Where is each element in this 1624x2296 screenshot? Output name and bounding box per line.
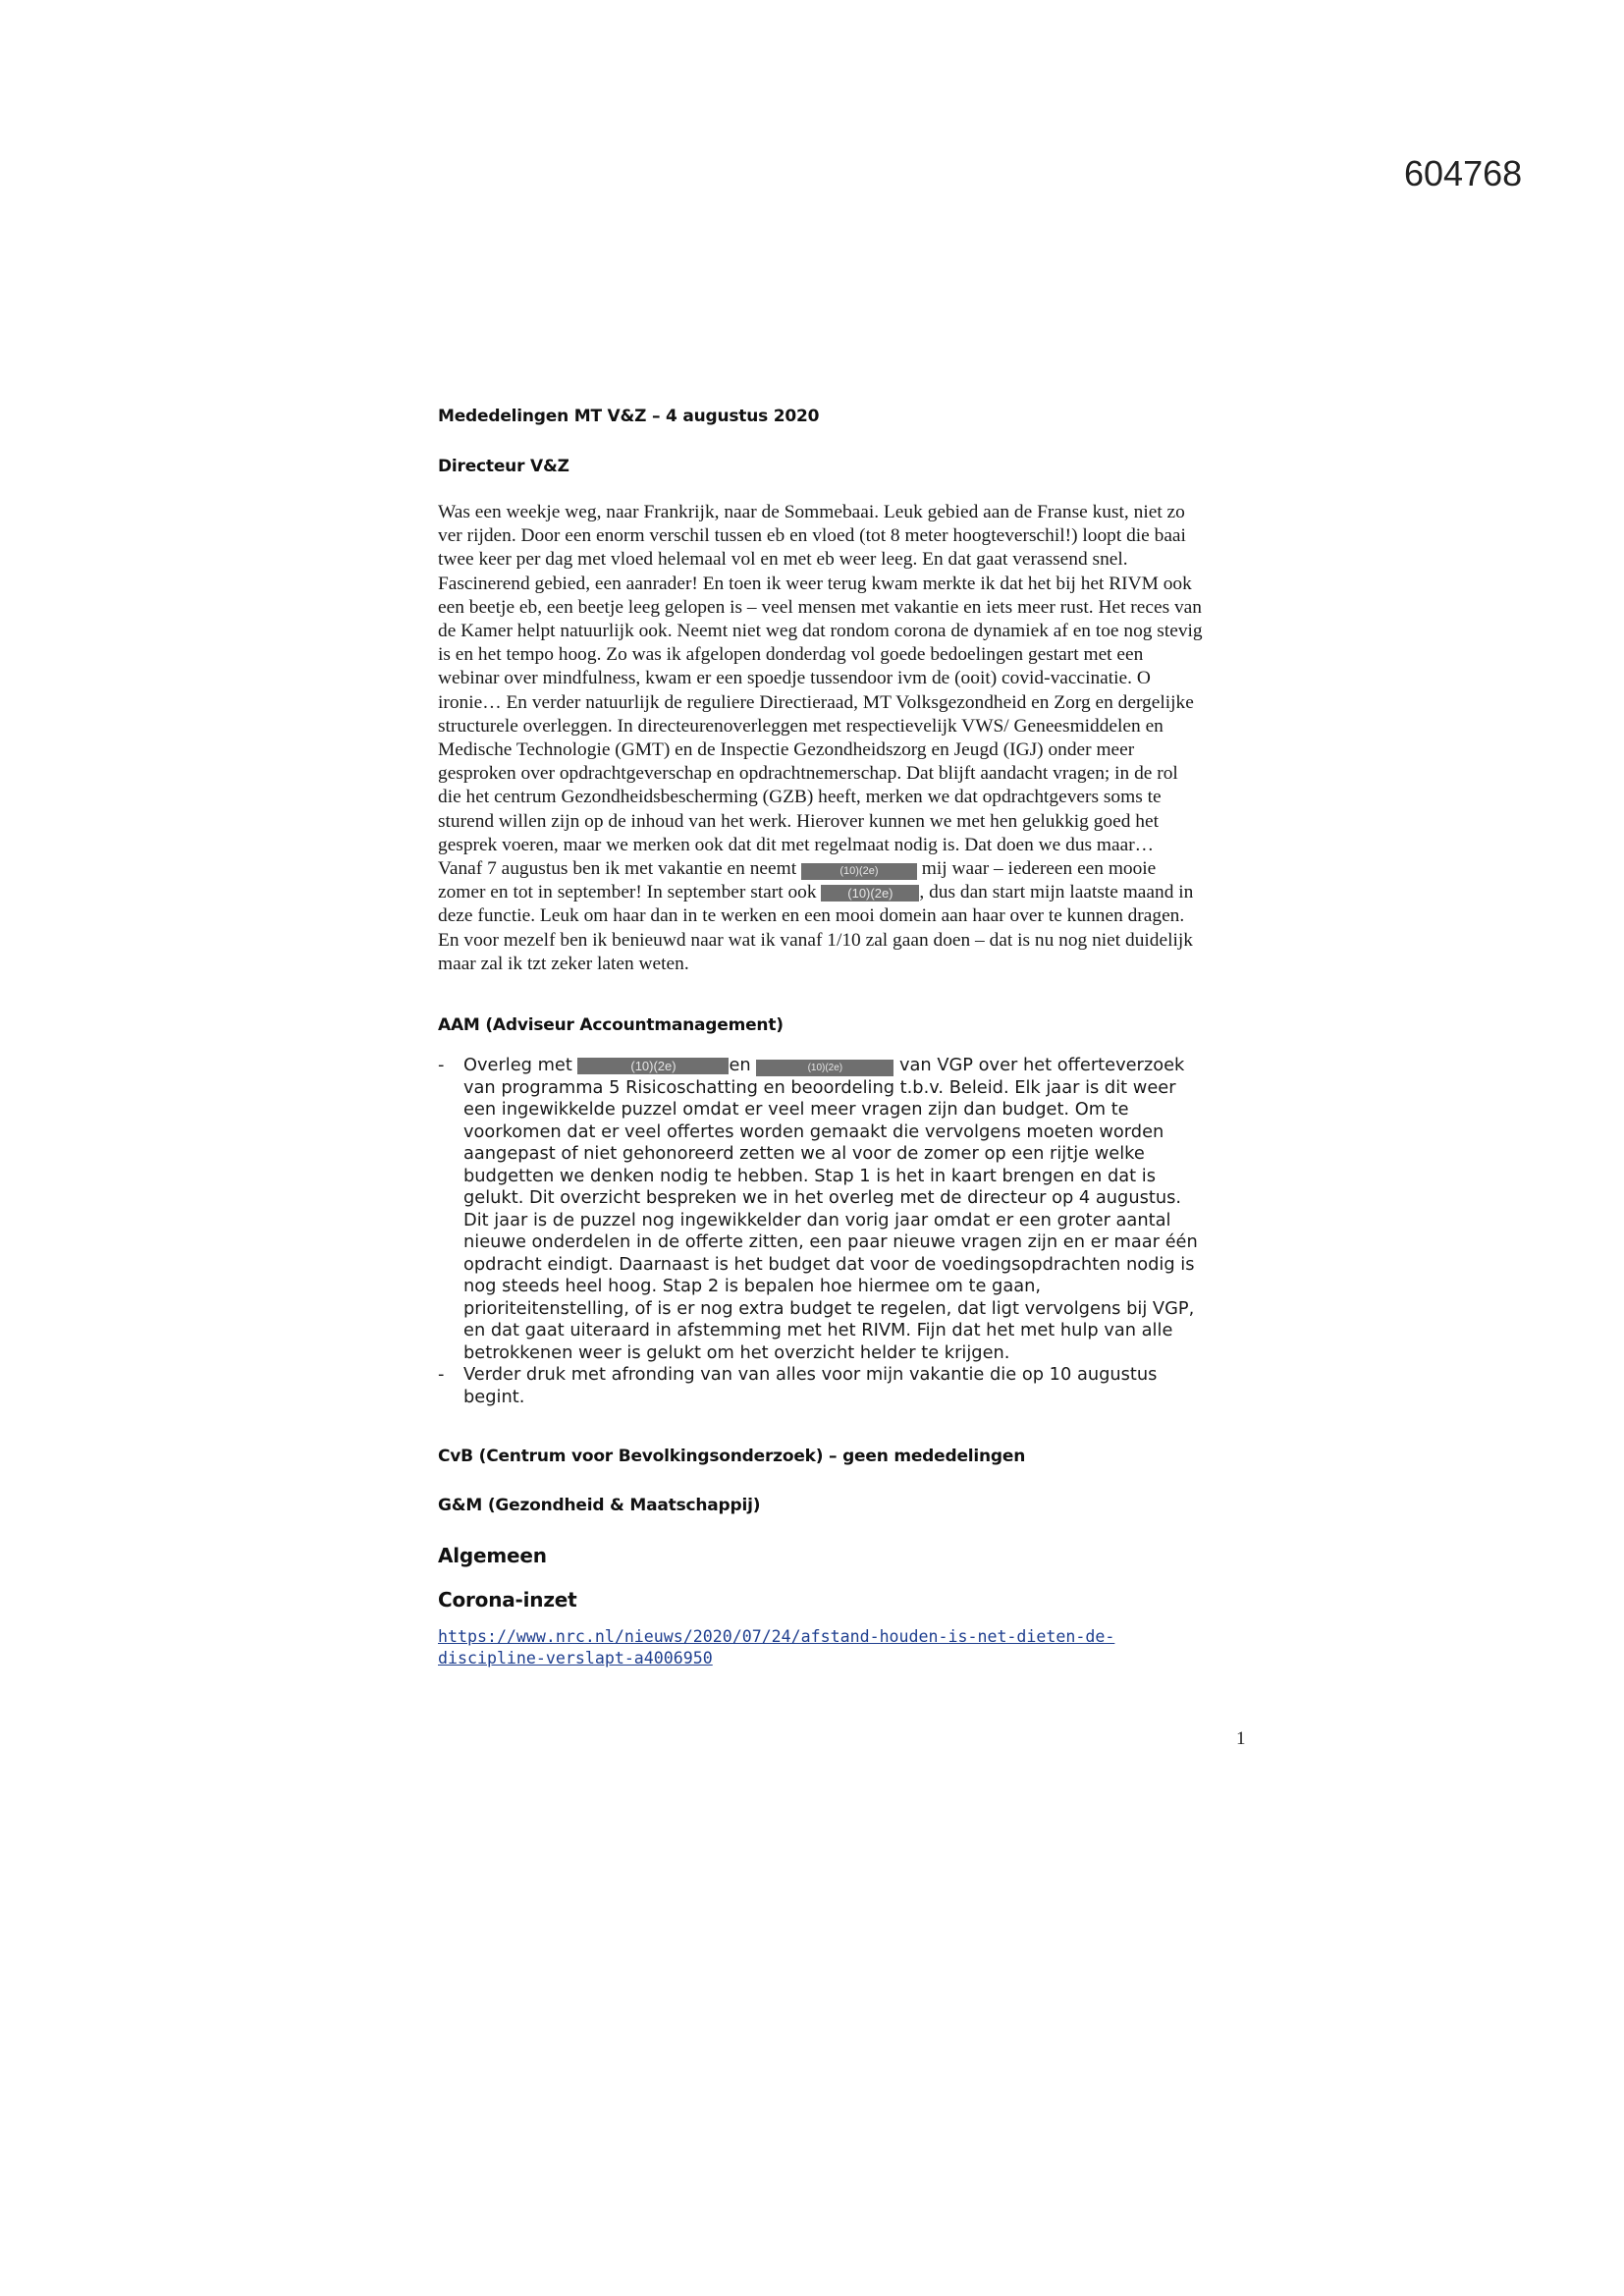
page-number: 1 bbox=[1236, 1728, 1246, 1749]
text-segment: zomer en tot in september! In september start ook bbox=[438, 882, 822, 903]
heading-directeur: Directeur V&Z bbox=[438, 457, 569, 476]
aam-list bbox=[438, 1055, 1253, 1408]
text-line: deze functie. Leuk om haar dan in te werken en een mooi domein aan haar over te kunnen dragen. bbox=[438, 905, 1185, 927]
redaction-box: (10)(2e) bbox=[756, 1060, 893, 1076]
text-line: En voor mezelf ben ik benieuwd naar wat ik vanaf 1/10 zal gaan doen – dat is nu nog niet duidelijk bbox=[438, 929, 1193, 951]
text-line: en dat gaat uiteraard in afstemming met het RIVM. Fijn dat het met hulp van alle bbox=[463, 1320, 1173, 1340]
text-line: structurele overleggen. In directeurenoverleggen met respectievelijk VWS/ Geneesmiddelen en bbox=[438, 715, 1164, 737]
text-line bbox=[463, 1055, 1253, 1077]
text-line: gesprek voeren, maar we merken ook dat dit met regelmaat nodig is. Dat doen we dus maar… bbox=[438, 834, 1155, 855]
text-line: gesproken over opdrachtgeverschap en opdrachtnemerschap. Dat blijft aandacht vragen; in de rol bbox=[438, 763, 1178, 785]
text-line bbox=[438, 881, 1253, 904]
link-line[interactable]: discipline-verslapt-a4006950 bbox=[438, 1649, 713, 1667]
text-line: een beetje eb, een beetje leeg gelopen is – veel mensen met vakantie en iets meer rust. Het reces van bbox=[438, 596, 1202, 618]
text-segment: Vanaf 7 augustus ben ik met vakantie en neemt bbox=[438, 858, 801, 880]
text-line: Verder druk met afronding van van alles voor mijn vakantie die op 10 augustus bbox=[463, 1364, 1158, 1385]
text-line: prioriteitenstelling, of is er nog extra budget te regelen, dat ligt vervolgens bij VGP, bbox=[463, 1297, 1195, 1319]
text-line bbox=[438, 857, 1253, 881]
nrc-article-link[interactable] bbox=[438, 1626, 1114, 1669]
text-line: Medische Technologie (GMT) en de Inspectie Gezondheidszorg en Jeugd (IGJ) onder meer bbox=[438, 739, 1135, 761]
text-line: twee keer per dag met vloed helemaal vol en met eb weer leeg. En dat gaat verassend snel. bbox=[438, 549, 1128, 571]
text-line: nog steeds heel hoog. Stap 2 is bepalen hoe hiermee om te gaan, bbox=[463, 1276, 1042, 1296]
text-line: nieuwe onderdelen in de offerte zitten, een paar nieuwe vragen zijn en er maar één bbox=[463, 1231, 1198, 1252]
text-line: Fascinerend gebied, een aanrader! En toen ik weer terug kwam merkte ik dat het bij het RIVM ook bbox=[438, 573, 1192, 594]
redaction-box: (10)(2e) bbox=[801, 863, 917, 880]
director-paragraph bbox=[438, 501, 1253, 976]
text-segment: , dus dan start mijn laatste maand in bbox=[919, 882, 1194, 903]
heading-cvb: CvB (Centrum voor Bevolkingsonderzoek) – geen mededelingen bbox=[438, 1447, 1026, 1466]
redaction-box: (10)(2e) bbox=[821, 885, 919, 902]
list-dash: - bbox=[438, 1055, 445, 1075]
redaction-box: (10)(2e) bbox=[577, 1058, 729, 1074]
text-segment: en bbox=[729, 1055, 757, 1075]
heading-algemeen: Algemeen bbox=[438, 1544, 547, 1567]
text-segment: van VGP over het offerteverzoek bbox=[893, 1055, 1185, 1075]
text-line: Was een weekje weg, naar Frankrijk, naar de Sommebaai. Leuk gebied aan de Franse kust, niet zo bbox=[438, 502, 1185, 522]
text-line: webinar over mindfulness, kwam er een spoedje tussendoor ivm de (ooit) covid-vaccinatie. O bbox=[438, 668, 1151, 689]
text-line: is en het tempo hoog. Zo was ik afgelopen donderdag vol goede bedoelingen gestart met een bbox=[438, 644, 1144, 666]
document-number: 604768 bbox=[1404, 153, 1523, 193]
text-line: begint. bbox=[463, 1386, 525, 1407]
heading-gm: G&M (Gezondheid & Maatschappij) bbox=[438, 1496, 761, 1515]
text-line: gelukt. Dit overzicht bespreken we in het overleg met de directeur op 4 augustus. bbox=[463, 1187, 1182, 1208]
text-line: sturend willen zijn op de inhoud van het werk. Hierover kunnen we met hen gelukkig goed het bbox=[438, 810, 1159, 832]
text-line: aangepast of niet gehonoreerd zetten we al voor de zomer op een rijtje welke bbox=[463, 1143, 1145, 1164]
page-title: Mededelingen MT V&Z – 4 augustus 2020 bbox=[438, 407, 820, 426]
heading-aam: AAM (Adviseur Accountmanagement) bbox=[438, 1015, 784, 1035]
text-line: voorkomen dat er veel offertes worden gemaakt die vervolgens moeten worden bbox=[463, 1121, 1164, 1142]
text-line: Dit jaar is de puzzel nog ingewikkelder dan vorig jaar omdat er een groter aantal bbox=[463, 1209, 1171, 1230]
text-line: maar zal ik tzt zeker laten weten. bbox=[438, 953, 689, 974]
text-line: de Kamer helpt natuurlijk ook. Neemt niet weg dat rondom corona de dynamiek af en toe nog stevig bbox=[438, 621, 1203, 642]
link-line[interactable]: https://www.nrc.nl/nieuws/2020/07/24/afstand-houden-is-net-dieten-de- bbox=[438, 1627, 1115, 1646]
text-line: opdracht eindigt. Daarnaast is het budget dat voor de voedingsopdrachten nodig is bbox=[463, 1253, 1195, 1275]
text-line: betrokkenen weer is gelukt om het overzicht helder te krijgen. bbox=[463, 1341, 1010, 1363]
text-line: budgetten we denken nodig te hebben. Stap 1 is het in kaart brengen en dat is bbox=[463, 1165, 1156, 1186]
list-item bbox=[438, 1055, 1253, 1364]
text-line: een ingewikkelde puzzel omdat er veel meer vragen zijn dan budget. Om te bbox=[463, 1099, 1129, 1120]
text-line: van programma 5 Risicoschatting en beoordeling t.b.v. Beleid. Elk jaar is dit weer bbox=[463, 1076, 1176, 1098]
list-item bbox=[438, 1364, 1253, 1408]
text-segment: Overleg met bbox=[463, 1055, 578, 1075]
list-dash: - bbox=[438, 1364, 445, 1385]
heading-corona-inzet: Corona-inzet bbox=[438, 1588, 577, 1612]
text-line: ver rijden. Door een enorm verschil tussen eb en vloed (tot 8 meter hoogteverschil!) loopt die baai bbox=[438, 525, 1186, 547]
text-line: ironie… En verder natuurlijk de reguliere Directieraad, MT Volksgezondheid en Zorg en dergelijke bbox=[438, 691, 1194, 713]
text-line: die het centrum Gezondheidsbescherming (GZB) heeft, merken we dat opdrachtgevers soms te bbox=[438, 787, 1162, 808]
text-segment: mij waar – iedereen een mooie bbox=[916, 858, 1157, 880]
